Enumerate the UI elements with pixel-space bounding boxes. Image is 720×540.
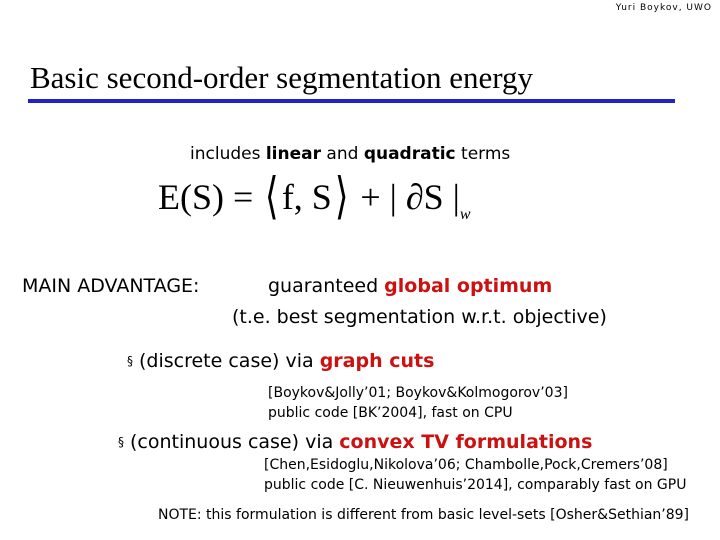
formula-inner: f, S — [281, 177, 332, 217]
bullet-highlight: graph cuts — [319, 350, 435, 372]
advantage-highlight: global optimum — [384, 275, 553, 297]
reference-line: [Chen,Esidoglu,Nikolova’06; Chambolle,Pock,Cremers’08] — [264, 457, 668, 473]
footnote: NOTE: this formulation is different from basic level-sets [Osher&Sethian’89] — [158, 507, 690, 523]
intro-mid: and — [321, 144, 364, 164]
energy-formula — [158, 168, 471, 224]
slide-title: Basic second-order segmentation energy — [30, 60, 534, 95]
intro-linear: linear — [265, 144, 322, 164]
title-underline — [28, 99, 675, 103]
left-angle-icon: ⟨ — [265, 168, 279, 224]
bullet-discrete — [127, 350, 434, 372]
advantage-pre: guaranteed — [268, 275, 385, 297]
advantage-text — [268, 275, 552, 297]
formula-boundary: + | ∂S | — [351, 177, 460, 217]
author-header: Yuri Boykov, UWO — [615, 3, 712, 13]
intro-post: terms — [455, 144, 511, 164]
bullet-highlight: convex TV formulations — [339, 431, 593, 453]
bullet-pre: (continuous case) via — [130, 431, 340, 453]
bullet-icon: § — [127, 354, 133, 368]
reference-line: [Boykov&Jolly’01; Boykov&Kolmogorov’03] — [268, 385, 568, 401]
bullet-icon: § — [118, 435, 124, 449]
bullet-pre: (discrete case) via — [139, 350, 320, 372]
right-angle-icon: ⟩ — [334, 168, 349, 224]
intro-pre: includes — [190, 144, 266, 164]
formula-lhs: E(S) = — [158, 177, 263, 217]
reference-line: public code [C. Nieuwenhuis’2014], comparably fast on GPU — [264, 477, 687, 493]
bullet-continuous — [118, 431, 592, 453]
formula-subscript: w — [459, 206, 471, 223]
advantage-label: MAIN ADVANTAGE: — [22, 275, 200, 297]
intro-quadratic: quadratic — [363, 144, 456, 164]
intro-line — [190, 144, 510, 164]
advantage-note: (t.e. best segmentation w.r.t. objective) — [232, 306, 607, 328]
reference-line: public code [BK’2004], fast on CPU — [268, 405, 513, 421]
